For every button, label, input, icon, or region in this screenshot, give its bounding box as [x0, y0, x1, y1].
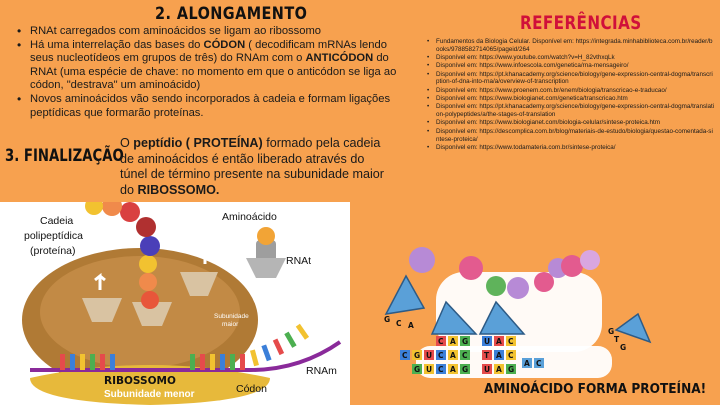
- peptide-term: peptídio ( PROTEÍNA): [133, 136, 263, 150]
- reference-item: • Disponível em: https://www.proenem.com.br/enem/biologia/transcricao-e-traducao/: [424, 87, 716, 95]
- subunit-major-label: Subunidade: [214, 313, 249, 320]
- section-3-title: 3. FINALIZAÇÃO: [5, 146, 124, 166]
- protein-caption: AMINOÁCIDO FORMA PROTEÍNA!: [484, 381, 707, 397]
- amino-acid-bead: [136, 217, 156, 237]
- reference-item: • Disponível em: https://www.biologianet.com/genetica/transcricao.htm: [424, 95, 716, 103]
- base-letter: T: [614, 335, 620, 344]
- protein-formation-illustration: [376, 238, 720, 405]
- subunit-minor-label: Subunidade menor: [104, 389, 195, 400]
- ribosome-term: RIBOSSOMO.: [137, 182, 220, 197]
- reference-item: • Disponível em: https://descomplica.com.br/blog/materiais-de-estudo/biologia/questao-comentada-sintese-proteica/: [424, 128, 716, 144]
- codon-label: Códon: [236, 383, 267, 395]
- bullet-text: do RNAt (uma espécie de chave: no momento em que o anticódon se liga ao códon, "destrava" um aminoácido): [30, 52, 397, 92]
- base-letter: A: [496, 337, 502, 346]
- base-letter: A: [408, 321, 414, 330]
- base-letter: T: [484, 351, 490, 360]
- amino-acid-bead: [139, 255, 157, 273]
- base-letter: A: [496, 351, 502, 360]
- base-letter: C: [396, 319, 402, 328]
- amino-acid-circle: [507, 277, 529, 299]
- amino-acid-bead: [139, 273, 157, 291]
- translation-illustration: [0, 202, 350, 405]
- amino-acid-bead: [141, 291, 159, 309]
- text-part: O: [120, 136, 134, 150]
- reference-item: • Disponível em: https://www.todamateria.com.br/sintese-proteica/: [424, 144, 716, 152]
- base-letter: A: [496, 365, 502, 374]
- subunit-major-label: maior: [222, 321, 239, 328]
- base-letter: U: [484, 365, 491, 374]
- base-letter: G: [608, 327, 615, 336]
- base-letter: G: [620, 343, 627, 352]
- reference-item: • Disponível em: https://www.youtube.com/watch?v=H_82vthxqLk: [424, 54, 716, 62]
- incoming-amino-acid: [257, 227, 275, 245]
- base-letter: G: [414, 365, 421, 374]
- bullet-text: Novos aminoácidos vão sendo incorporados à cadeia e formam ligações peptídicas que formarão proteínas.: [30, 92, 391, 119]
- amino-acid-bead: [140, 236, 160, 256]
- base-letter: U: [484, 337, 491, 346]
- base-letter: C: [462, 351, 468, 360]
- base-letter: C: [508, 337, 514, 346]
- bullet-item: [14, 93, 404, 120]
- base-letter: C: [402, 351, 408, 360]
- chain-label: (proteína): [30, 245, 76, 257]
- reference-item: • Disponível em: https://pt.khanacademy.org/science/biology/gene-expression-central-dogma/transcription-of-dna-into-rna/a/overview-of-transcription: [424, 71, 716, 87]
- bullet-item: [14, 39, 404, 93]
- reference-item: • Disponível em: https://www.biologianet.com/biologia-celular/sintese-proteica.htm: [424, 119, 716, 127]
- base-letter: A: [524, 359, 530, 368]
- reference-item: • Disponível em: https://pt.khanacademy.org/science/biology/gene-expression-central-dogma/translation-polypeptides/a/the-stages-of-translation: [424, 103, 716, 119]
- trna-triangle: [616, 314, 650, 342]
- references-title: REFERÊNCIAS: [520, 12, 642, 34]
- trna-triangle: [386, 276, 424, 314]
- text-part: formado pela cadeia de aminoácidos é então liberado através do túnel de término presente na subunidade maior do: [120, 136, 384, 197]
- base-letter: U: [426, 351, 433, 360]
- base-letter: G: [414, 351, 421, 360]
- base-letter: C: [536, 359, 542, 368]
- amino-acid-circle: [409, 247, 435, 273]
- amino-acid-bead: [102, 202, 122, 216]
- base-letter: A: [450, 337, 456, 346]
- base-letter: C: [438, 365, 444, 374]
- amino-acid-bead: [120, 202, 140, 222]
- section-3-text: [120, 136, 390, 198]
- amino-acid-circle: [561, 255, 583, 277]
- chain-label: polipeptídica: [24, 230, 83, 242]
- mrna-tiles: [400, 350, 516, 360]
- mrna-label: RNAm: [306, 365, 337, 377]
- base-letter: G: [384, 315, 391, 324]
- base-letter: A: [450, 351, 456, 360]
- anticodon-term: ANTICÓDON: [305, 52, 374, 65]
- base-letter: C: [438, 337, 444, 346]
- reference-item: • Disponível em: https://www.infoescola.com/genetica/rna-mensageiro/: [424, 62, 716, 70]
- amino-acid-bead: [85, 202, 103, 215]
- amino-acid-circle: [459, 256, 483, 280]
- section-2-bullets: [14, 25, 404, 120]
- bullet-text: Há uma interrelação das bases do: [30, 38, 204, 51]
- incoming-trna-body: [246, 258, 286, 278]
- codon-term: CÓDON: [203, 38, 246, 51]
- section-2-title: 2. ALONGAMENTO: [155, 4, 308, 24]
- base-letter: C: [508, 351, 514, 360]
- amino-acid-circle: [580, 250, 600, 270]
- base-letter: A: [450, 365, 456, 374]
- ribosome-label: RIBOSSOMO: [104, 375, 176, 387]
- amino-label: Aminoácido: [222, 211, 277, 223]
- base-letter: C: [438, 351, 444, 360]
- amino-acid-circle: [486, 276, 506, 296]
- trna-label: RNAt: [286, 255, 312, 267]
- base-letter: G: [462, 337, 469, 346]
- protein-formation-svg: [376, 238, 720, 405]
- chain-label: Cadeia: [40, 215, 74, 227]
- base-letter: G: [508, 365, 515, 374]
- base-letter: G: [462, 365, 469, 374]
- bullet-text: ( decodificam mRNAs lendo seus nucleotídeos em grupos de três) do RNAm com o: [30, 38, 387, 65]
- bullet-text: RNAt carregados com aminoácidos se ligam ao ribossomo: [30, 25, 322, 37]
- reference-item: • Fundamentos da Biologia Celular. Disponível em: https://integrada.minhabiblioteca.com.br/reader/books/9788582714065/pageid/264: [424, 38, 716, 54]
- translation-svg: [0, 202, 350, 405]
- base-letter: U: [426, 365, 433, 374]
- references-list: [424, 38, 716, 152]
- bullet-item: [14, 25, 404, 39]
